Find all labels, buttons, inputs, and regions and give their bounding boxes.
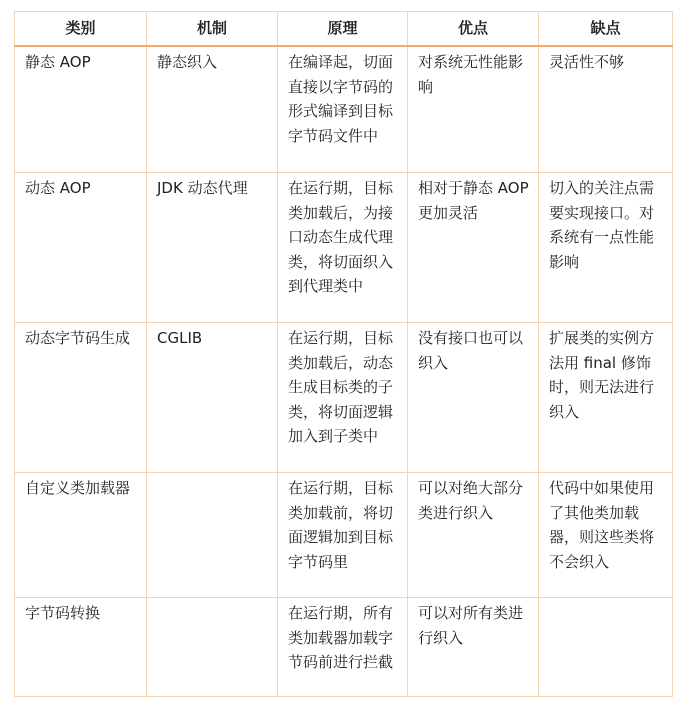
cell-advantages: 对系统无性能影响 xyxy=(408,46,539,173)
header-advantages: 优点 xyxy=(408,12,539,47)
cell-principle: 在运行期，目标类加载后，为接口动态生成代理类，将切面织入到代理类中 xyxy=(278,173,408,323)
header-mechanism: 机制 xyxy=(147,12,278,47)
cell-category: 动态 AOP xyxy=(15,173,147,323)
cell-disadvantages: 扩展类的实例方法用 final 修饰时，则无法进行织入 xyxy=(539,323,673,473)
cell-principle: 在运行期，目标类加载后，动态生成目标类的子类，将切面逻辑加入到子类中 xyxy=(278,323,408,473)
cell-advantages: 可以对所有类进行织入 xyxy=(408,598,539,697)
header-principle: 原理 xyxy=(278,12,408,47)
cell-mechanism xyxy=(147,598,278,697)
table-row xyxy=(15,473,673,598)
header-category: 类别 xyxy=(15,12,147,47)
cell-principle: 在运行期，目标类加载前，将切面逻辑加到目标字节码里 xyxy=(278,473,408,598)
cell-category: 动态字节码生成 xyxy=(15,323,147,473)
cell-mechanism: 静态织入 xyxy=(147,46,278,173)
cell-disadvantages xyxy=(539,598,673,697)
cell-principle: 在运行期，所有类加载器加载字节码前进行拦截 xyxy=(278,598,408,697)
cell-category: 静态 AOP xyxy=(15,46,147,173)
table-row xyxy=(15,598,673,697)
cell-advantages: 没有接口也可以织入 xyxy=(408,323,539,473)
cell-mechanism: CGLIB xyxy=(147,323,278,473)
cell-disadvantages: 切入的关注点需要实现接口。对系统有一点性能影响 xyxy=(539,173,673,323)
cell-principle: 在编译起，切面直接以字节码的形式编译到目标字节码文件中 xyxy=(278,46,408,173)
aop-comparison-table xyxy=(14,11,673,697)
cell-mechanism xyxy=(147,473,278,598)
cell-mechanism: JDK 动态代理 xyxy=(147,173,278,323)
table-header-row xyxy=(15,12,673,47)
header-disadvantages: 缺点 xyxy=(539,12,673,47)
cell-advantages: 相对于静态 AOP 更加灵活 xyxy=(408,173,539,323)
cell-disadvantages: 代码中如果使用了其他类加载器，则这些类将不会织入 xyxy=(539,473,673,598)
table-row xyxy=(15,323,673,473)
table-row xyxy=(15,46,673,173)
cell-advantages: 可以对绝大部分类进行织入 xyxy=(408,473,539,598)
cell-category: 自定义类加载器 xyxy=(15,473,147,598)
cell-disadvantages: 灵活性不够 xyxy=(539,46,673,173)
table-row xyxy=(15,173,673,323)
cell-category: 字节码转换 xyxy=(15,598,147,697)
